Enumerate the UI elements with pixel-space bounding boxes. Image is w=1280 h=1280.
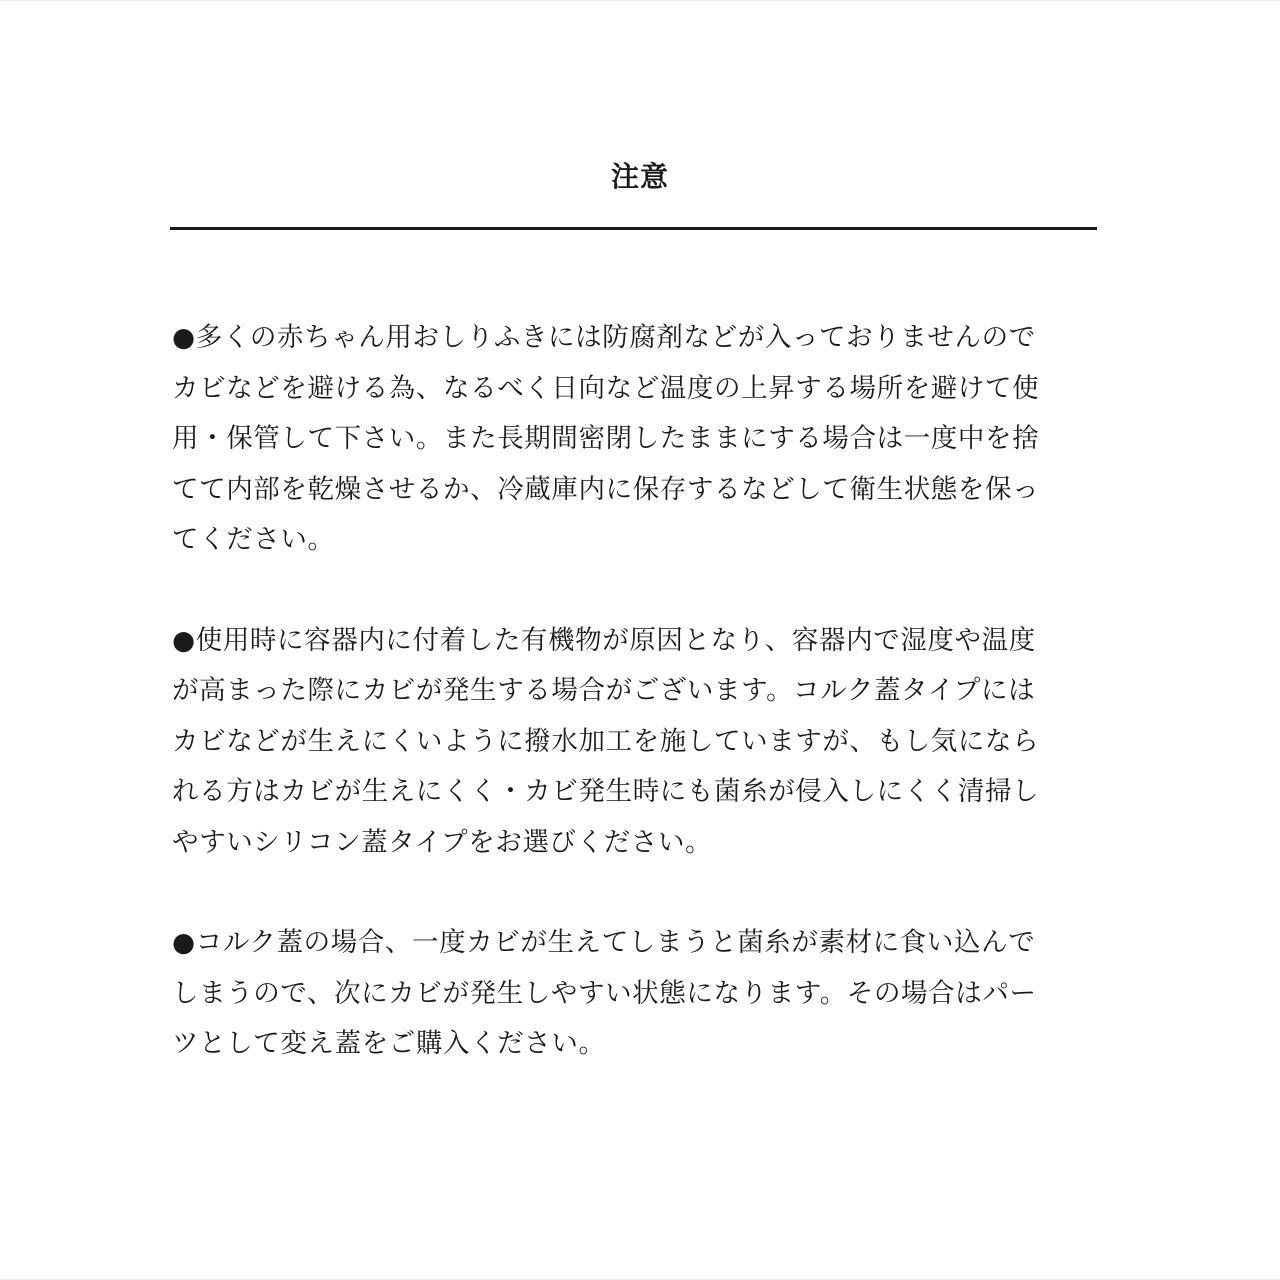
notice-line: やすいシリコン蓋タイプをお選びください。 bbox=[172, 826, 713, 858]
notice-line: ●コルク蓋の場合、一度カビが生えてしまうと菌糸が素材に食い込んで bbox=[172, 927, 1036, 958]
notice-line: カビなどが生えにくいように撥水加工を施していますが、もし気になら bbox=[172, 725, 1040, 757]
notice-item-2 bbox=[172, 616, 1102, 869]
notice-item-3 bbox=[172, 918, 1102, 1070]
notice-line: ツとして変え蓋をご購入ください。 bbox=[172, 1028, 606, 1059]
notice-line: カビなどを避ける為、なるべく日向など温度の上昇する場所を避けて使 bbox=[172, 372, 1040, 404]
page-title: 注意 bbox=[610, 160, 669, 193]
notice-item-1 bbox=[172, 313, 1102, 566]
notice-line: れる方はカビが生えにくく・カビ発生時にも菌糸が侵入しにくく清掃し bbox=[172, 776, 1040, 807]
notice-line: てて内部を乾燥させるか、冷蔵庫内に保存するなどして衛生状態を保っ bbox=[172, 473, 1040, 505]
title-divider bbox=[170, 227, 1097, 230]
notice-line: 用・保管して下さい。また長期間密閉したままにする場合は一度中を捨 bbox=[172, 423, 1040, 454]
notice-line: ●多くの赤ちゃん用おしりふきには防腐剤などが入っておりませんので bbox=[172, 322, 1036, 353]
notice-line: しまうので、次にカビが発生しやすい状態になります。その場合はパー bbox=[172, 977, 1037, 1009]
notice-line: ●使用時に容器内に付着した有機物が原因となり、容器内で湿度や温度 bbox=[172, 624, 1036, 656]
notice-line: が高まった際にカビが発生する場合がございます。コルク蓋タイプには bbox=[172, 675, 1036, 706]
notice-list bbox=[172, 313, 1102, 1120]
notice-line: てください。 bbox=[172, 524, 335, 555]
